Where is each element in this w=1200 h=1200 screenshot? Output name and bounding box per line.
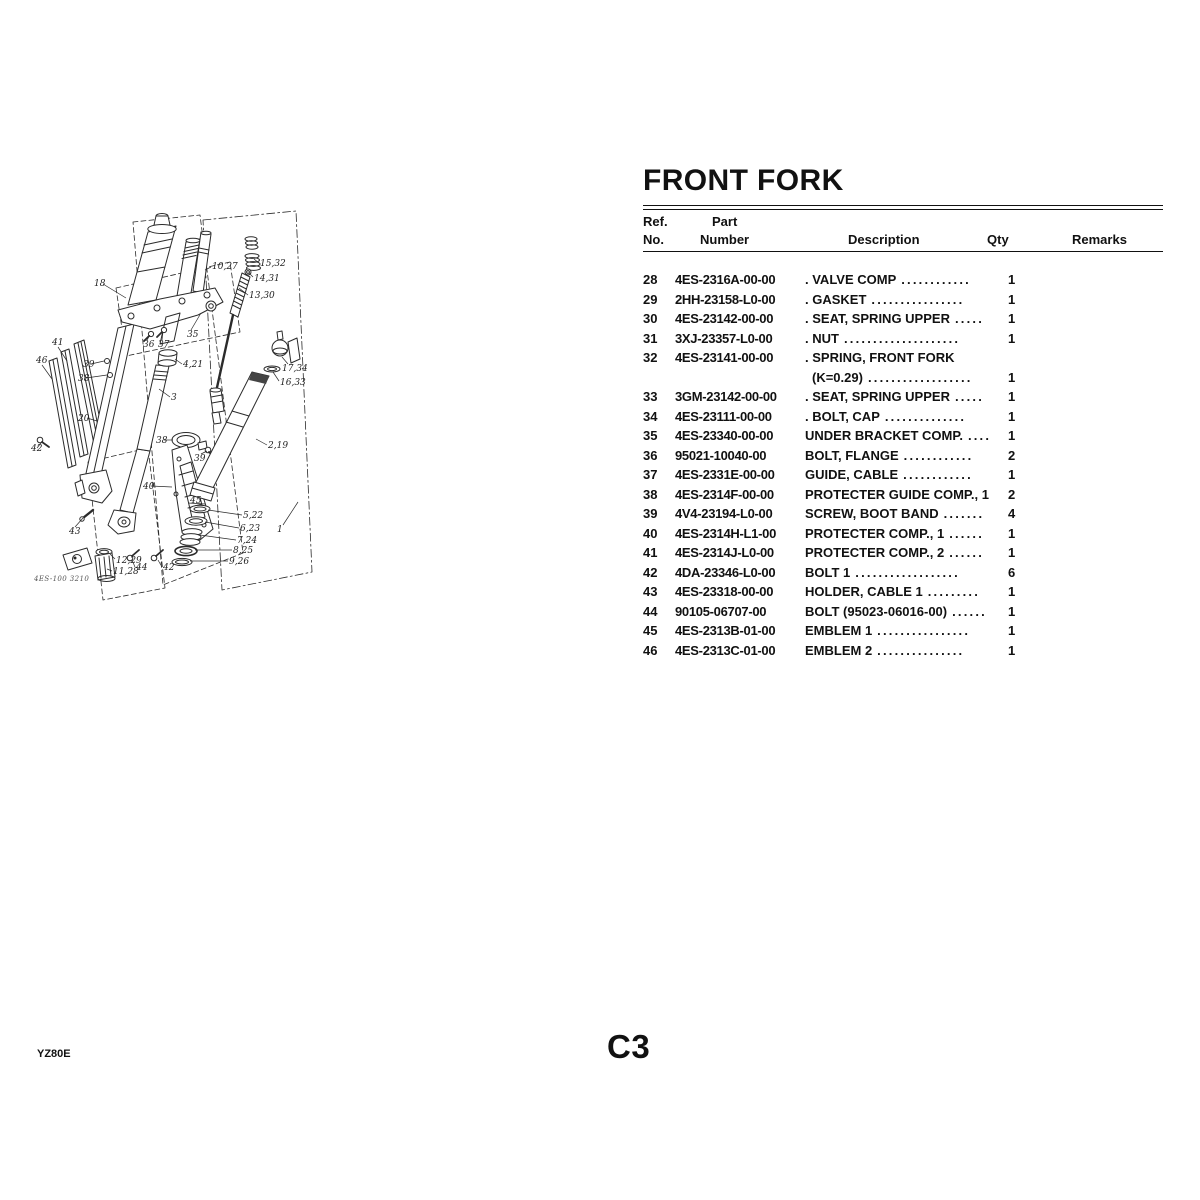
qty: 1 xyxy=(1008,584,1016,599)
ref-no: 36 xyxy=(643,447,658,463)
dot-leader: .................. xyxy=(867,369,973,385)
description: PROTECTER COMP., 1 ...... xyxy=(805,524,1001,544)
qty: 6 xyxy=(1008,564,1016,580)
diagram-callout: 11,28 xyxy=(113,567,139,577)
header-ref-line1: Ref. xyxy=(643,214,668,229)
diagram-callout: 4,21 xyxy=(183,360,204,370)
diagram-callout: 7,24 xyxy=(237,536,258,546)
header-remarks: Remarks xyxy=(1072,232,1127,247)
dot-leader: ...... xyxy=(949,545,985,560)
qty: 1 xyxy=(1008,428,1016,443)
diagram-callout: 40 xyxy=(143,482,155,492)
qty: 1 xyxy=(1008,467,1016,482)
part-number: 4ES-2314H-L1-00 xyxy=(675,525,776,541)
description: . VALVE COMP ............ xyxy=(805,270,1001,290)
ref-no: 41 xyxy=(643,545,658,560)
table-row xyxy=(643,641,1183,661)
part-number: 95021-10040-00 xyxy=(675,447,767,463)
table-row xyxy=(643,329,1183,349)
table-row xyxy=(643,524,1183,544)
table-row xyxy=(643,563,1183,583)
dot-leader: ................ xyxy=(877,623,971,638)
table-row xyxy=(643,543,1183,563)
ref-no: 43 xyxy=(643,584,658,599)
qty: 2 xyxy=(1008,447,1016,463)
dot-leader: ......... xyxy=(927,584,981,599)
header-qty: Qty xyxy=(987,232,1009,247)
table-row xyxy=(643,387,1183,407)
diagram-drawing xyxy=(30,203,342,603)
description: EMBLEM 2 ............... xyxy=(805,641,1001,661)
description: . SPRING, FRONT FORK xyxy=(805,350,955,365)
header-part-line1: Part xyxy=(712,214,738,229)
qty: 1 xyxy=(1008,291,1016,307)
description: EMBLEM 1 ................ xyxy=(805,621,1001,641)
qty: 2 xyxy=(1008,486,1016,502)
ref-no: 30 xyxy=(643,311,658,326)
diagram-callout: 18 xyxy=(94,279,106,289)
qty: 1 xyxy=(1008,369,1016,385)
description: GUIDE, CABLE ............ xyxy=(805,465,1001,485)
qty: 1 xyxy=(1008,272,1016,287)
part-number: 4ES-23141-00-00 xyxy=(675,350,774,365)
table-row xyxy=(643,504,1183,524)
dot-leader: ...... xyxy=(949,525,985,541)
dot-leader: ..... xyxy=(954,311,985,326)
diagram-callout: 8,25 xyxy=(233,546,254,556)
diagram-callout: 35 xyxy=(187,330,199,340)
diagram-callout: 2,19 xyxy=(268,441,289,451)
parts-table-rows xyxy=(643,270,1183,660)
part-number: 4ES-2313C-01-00 xyxy=(675,642,776,658)
table-row xyxy=(643,290,1183,310)
diagram-footnote: 4ES-100 3210 xyxy=(34,575,90,583)
ref-no: 31 xyxy=(643,330,658,346)
dot-leader: ....... xyxy=(943,506,985,521)
diagram-callout: 20 xyxy=(78,414,90,424)
part-number: 4ES-23142-00-00 xyxy=(675,311,774,326)
description: BOLT, FLANGE ............ xyxy=(805,446,1001,466)
diagram-callout: 3 xyxy=(171,393,177,403)
diagram-callout: 14,31 xyxy=(254,274,280,284)
diagram-callout: 6,23 xyxy=(240,524,261,534)
part-number: 4V4-23194-L0-00 xyxy=(675,506,773,521)
description: . GASKET ................ xyxy=(805,290,1001,310)
table-row xyxy=(643,309,1183,329)
model-code: YZ80E xyxy=(37,1048,71,1060)
header-ref-line2: No. xyxy=(643,232,664,247)
ref-no: 28 xyxy=(643,272,658,287)
table-row xyxy=(643,270,1183,290)
diagram-callout: 38 xyxy=(78,374,90,384)
ref-no: 44 xyxy=(643,603,658,619)
diagram-callout: 39 xyxy=(194,454,206,464)
dot-leader: ............ xyxy=(903,447,974,463)
qty: 1 xyxy=(1008,311,1016,326)
part-number: 4ES-2313B-01-00 xyxy=(675,623,776,638)
description: . BOLT, CAP .............. xyxy=(805,407,1001,427)
ref-no: 33 xyxy=(643,389,658,404)
ref-no: 45 xyxy=(643,623,658,638)
ref-no: 35 xyxy=(643,428,658,443)
diagram-callout: 36 xyxy=(143,340,155,350)
ref-no: 29 xyxy=(643,291,658,307)
diagram-callout: 38 xyxy=(156,436,168,446)
ref-no: 46 xyxy=(643,642,658,658)
description: SCREW, BOOT BAND ....... xyxy=(805,504,1001,524)
part-number: 4ES-2316A-00-00 xyxy=(675,272,776,287)
page-number: C3 xyxy=(607,1028,651,1065)
table-row xyxy=(643,446,1183,466)
description: BOLT (95023-06016-00) ...... xyxy=(805,602,1001,622)
part-number: 4ES-23340-00-00 xyxy=(675,428,774,443)
front-fork-exploded-diagram xyxy=(30,203,342,603)
dot-leader: ............ xyxy=(903,467,973,482)
diagram-callout: 45 xyxy=(190,496,202,506)
ref-no: 38 xyxy=(643,486,658,502)
description: BOLT 1 .................. xyxy=(805,563,1001,583)
qty: 4 xyxy=(1008,506,1016,521)
description: PROTECTER GUIDE COMP., 1 xyxy=(805,486,989,502)
table-row xyxy=(643,582,1183,602)
table-row xyxy=(643,407,1183,427)
description: HOLDER, CABLE 1 ......... xyxy=(805,582,1001,602)
diagram-callout: 37 xyxy=(158,340,170,350)
diagram-callout: 44 xyxy=(136,563,148,573)
qty: 1 xyxy=(1008,330,1016,346)
diagram-callout: 13,30 xyxy=(249,291,275,301)
diagram-callout: 15,32 xyxy=(260,259,286,269)
description: (K=0.29) .................. xyxy=(812,368,1008,388)
part-number: 90105-06707-00 xyxy=(675,603,767,619)
diagram-callout: 17,34 xyxy=(282,364,308,374)
dot-leader: .............. xyxy=(884,408,967,424)
part-number: 4DA-23346-L0-00 xyxy=(675,564,776,580)
ref-no: 32 xyxy=(643,350,658,365)
diagram-callout: 10,27 xyxy=(212,262,238,272)
dot-leader: .................. xyxy=(855,564,960,580)
table-row xyxy=(643,485,1183,505)
diagram-callout: 42 xyxy=(31,444,43,454)
qty: 1 xyxy=(1008,623,1016,638)
qty: 1 xyxy=(1008,408,1016,424)
header-divider xyxy=(643,251,1163,252)
ref-no: 34 xyxy=(643,408,658,424)
header-description: Description xyxy=(848,232,920,247)
qty: 1 xyxy=(1008,389,1016,404)
part-number: 4ES-23318-00-00 xyxy=(675,584,774,599)
table-row xyxy=(643,621,1183,641)
header-part-line2: Number xyxy=(700,232,750,247)
diagram-callout: 41 xyxy=(52,338,64,348)
diagram-callout: 5,22 xyxy=(243,511,264,521)
qty: 1 xyxy=(1008,545,1016,560)
part-number: 4ES-2314F-00-00 xyxy=(675,486,774,502)
ref-no: 42 xyxy=(643,564,658,580)
diagram-callout: 1 xyxy=(277,525,283,535)
part-number: 4ES-2314J-L0-00 xyxy=(675,545,774,560)
part-number: 2HH-23158-L0-00 xyxy=(675,291,776,307)
ref-no: 40 xyxy=(643,525,658,541)
qty: 1 xyxy=(1008,603,1016,619)
diagram-callout: 43 xyxy=(69,527,81,537)
description: UNDER BRACKET COMP. .... xyxy=(805,426,1001,446)
diagram-callout: 9,26 xyxy=(229,557,250,567)
dot-leader: .................... xyxy=(843,330,961,346)
description: . SEAT, SPRING UPPER ..... xyxy=(805,387,1001,407)
qty: 1 xyxy=(1008,525,1016,541)
part-number: 4ES-23111-00-00 xyxy=(675,408,772,424)
table-row xyxy=(643,348,1183,368)
diagram-callout: 39 xyxy=(83,360,95,370)
diagram-callout: 16,33 xyxy=(280,378,306,388)
diagram-callout: 46 xyxy=(36,356,48,366)
part-number: 4ES-2331E-00-00 xyxy=(675,467,775,482)
dot-leader: .... xyxy=(967,428,992,443)
table-row xyxy=(643,465,1183,485)
dot-leader: ................ xyxy=(871,291,965,307)
diagram-callout: 12,29 xyxy=(116,556,142,566)
dot-leader: ............... xyxy=(877,642,965,658)
description: . SEAT, SPRING UPPER ..... xyxy=(805,309,1001,329)
ref-no: 39 xyxy=(643,506,658,521)
dot-leader: ............ xyxy=(901,272,971,287)
qty: 1 xyxy=(1008,642,1016,658)
dot-leader: ...... xyxy=(952,603,987,619)
part-number: 3GM-23142-00-00 xyxy=(675,389,777,404)
part-number: 3XJ-23357-L0-00 xyxy=(675,330,773,346)
description: . NUT .................... xyxy=(805,329,1001,349)
dot-leader: ..... xyxy=(954,389,985,404)
ref-no: 37 xyxy=(643,467,658,482)
page-title: FRONT FORK xyxy=(643,164,844,197)
table-row xyxy=(643,426,1183,446)
title-divider xyxy=(643,205,1163,210)
diagram-callout: 42 xyxy=(163,563,175,573)
description: PROTECTER COMP., 2 ...... xyxy=(805,543,1001,563)
table-row xyxy=(643,368,1183,388)
table-row xyxy=(643,602,1183,622)
